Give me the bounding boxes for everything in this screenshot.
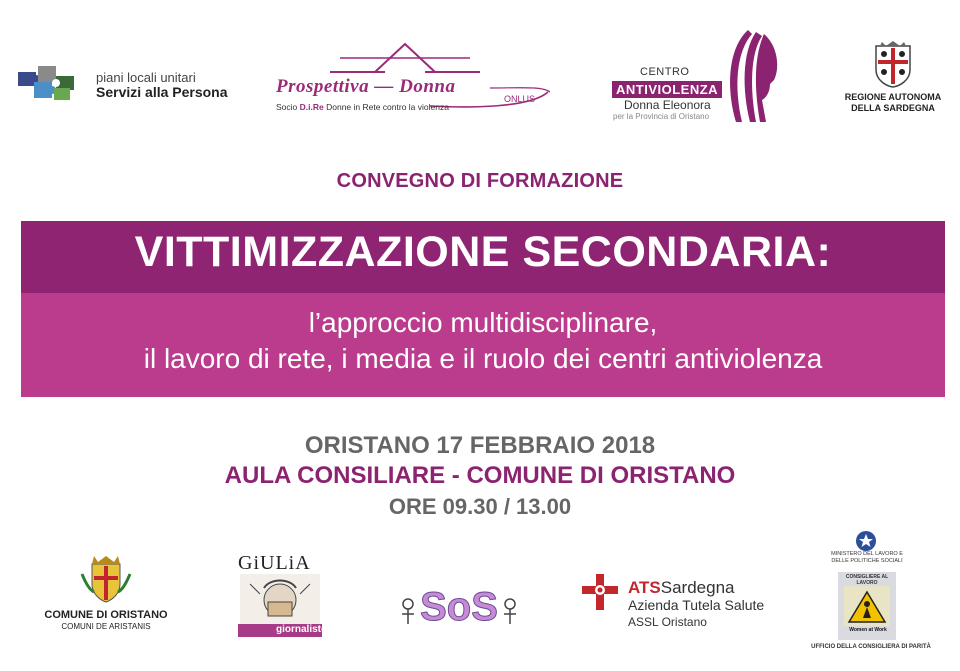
centro-label: CENTRO (640, 66, 690, 78)
event-venue: AULA CONSILIARE - COMUNE DI ORISTANO (224, 462, 736, 489)
ats-azienda: Azienda Tutela Salute (628, 597, 765, 613)
ufficio-consigliera-label: UFFICIO DELLA CONSIGLIERA DI PARITÀ (811, 644, 931, 650)
piani-line1: piani locali unitari (96, 70, 196, 85)
onlus-label: ONLUS (504, 94, 536, 104)
consigliere-label: CONSIGLIERE AL LAVORO (845, 574, 889, 586)
event-subtitle-line2: il lavoro di rete, i media e il ruolo dei centri antiviolenza (143, 343, 823, 374)
donna-eleonora-label: Donna Eleonora (624, 98, 711, 112)
ats-prefix: ATS (628, 578, 661, 597)
ministero-label: MINISTERO DEL LAVORO E DELLE POLITICHE SOCIALI (831, 551, 903, 564)
ats-cross-icon (580, 572, 620, 612)
comune-oristano-sub: COMUNI DE ARISTANIS (61, 622, 151, 631)
italian-emblem-icon (855, 530, 877, 552)
provincia-label: per la Provincia di Oristano (613, 112, 710, 121)
piani-line2: Servizi alla Persona (96, 84, 228, 100)
convegno-kicker: CONVEGNO DI FORMAZIONE (336, 170, 624, 192)
antiviolenza-label: ANTIVIOLENZA (612, 81, 722, 98)
giulia-illustration-icon (240, 574, 320, 624)
event-time: ORE 09.30 / 13.00 (388, 494, 572, 519)
woman-profile-icon (718, 28, 782, 124)
regione-sardegna-label (838, 92, 948, 114)
event-subtitle-line1: l’approccio multidisciplinare, (308, 307, 658, 338)
sos-logo-icon (400, 580, 518, 630)
regione-line2: DELLA SARDEGNA (851, 103, 935, 113)
dire-suffix: Donne in Rete contro la violenza (326, 102, 449, 112)
puzzle-logo-icon (14, 62, 92, 104)
women-at-work-label: Women at Work (849, 627, 887, 633)
event-title: VITTIMIZZAZIONE SECONDARIA: (134, 228, 832, 276)
dire-line (276, 102, 449, 112)
dire-prefix: Socio (276, 102, 298, 112)
ats-assl: ASSL Oristano (628, 615, 707, 629)
comune-oristano-name: COMUNE DI ORISTANO (44, 609, 168, 621)
giulia-title: GiULiA (238, 552, 311, 574)
sardegna-crest-icon (870, 40, 916, 88)
ats-title (628, 578, 734, 598)
oristano-crest-icon (78, 554, 134, 604)
ats-suffix: Sardegna (660, 578, 735, 597)
giulia-label: giornaliste (276, 624, 327, 635)
prospettiva-donna-logo: Prospettiva — Donna (276, 76, 456, 97)
event-date: ORISTANO 17 FEBBRAIO 2018 (304, 432, 656, 459)
regione-line1: REGIONE AUTONOMA (844, 92, 942, 102)
dire-name: D.i.Re (299, 102, 324, 112)
sos-text: SoS (420, 585, 498, 629)
prospettiva-roof-icon (330, 42, 480, 76)
